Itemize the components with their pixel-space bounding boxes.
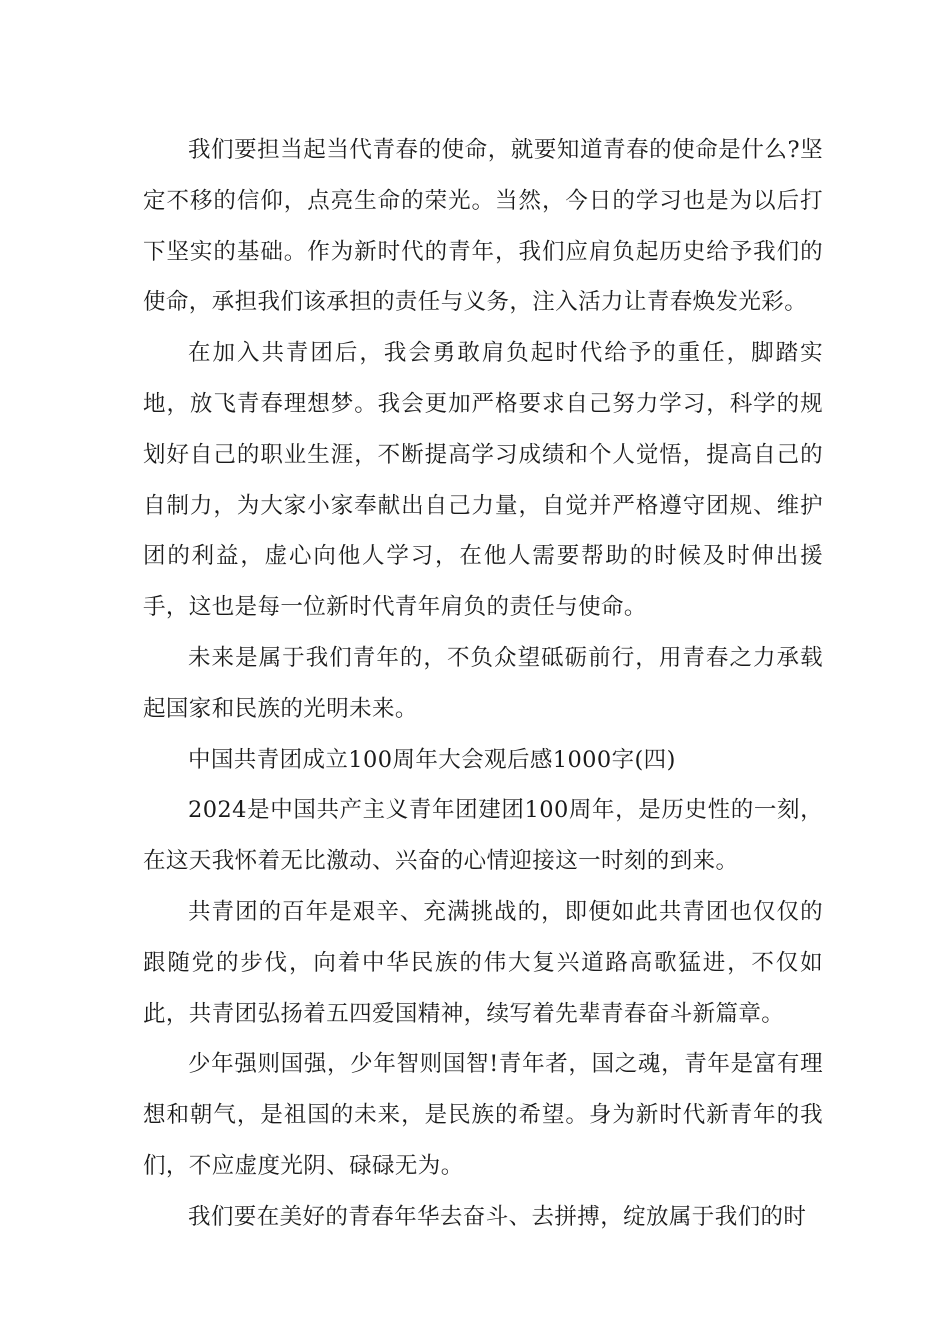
paragraph-1: 我们要担当起当代青春的使命，就要知道青春的使命是什么?坚定不移的信仰，点亮生命的荣光。当然，今日的学习也是为以后打下坚实的基础。作为新时代的青年，我们应肩负起历史给予我们的使命，承担我们该承担的责任与义务，注入活力让青春焕发光彩。 — [143, 137, 823, 316]
paragraph-3: 未来是属于我们青年的，不负众望砥砺前行，用青春之力承载起国家和民族的光明未来。 — [143, 644, 823, 722]
paragraph-2: 在加入共青团后，我会勇敢肩负起时代给予的重任，脚踏实地，放飞青春理想梦。我会更加严格要求自己努力学习，科学的规划好自己的职业生涯，不断提高学习成绩和个人觉悟，提高自己的自制力，为大家小家奉献出自己力量，自觉并严格遵守团规、维护团的利益，虚心向他人学习，在他人需要帮助的时候及时伸出援手，这也是每一位新时代青年肩负的责任与使命。 — [143, 340, 823, 621]
paragraph-4: 2024是中国共产主义青年团建团100周年，是历史性的一刻，在这天我怀着无比激动、兴奋的心情迎接这一时刻的到来。 — [143, 797, 823, 875]
paragraph-5: 共青团的百年是艰辛、充满挑战的，即便如此共青团也仅仅的跟随党的步伐，向着中华民族的伟大复兴道路高歌猛进，不仅如此，共青团弘扬着五四爱国精神，续写着先辈青春奋斗新篇章。 — [143, 898, 823, 1027]
section-heading: 中国共青团成立100周年大会观后感1000字(四) — [188, 746, 676, 773]
paragraph-7: 我们要在美好的青春年华去奋斗、去拼搏，绽放属于我们的时 — [188, 1203, 807, 1230]
paragraph-6: 少年强则国强，少年智则国智!青年者，国之魂，青年是富有理想和朝气，是祖国的未来，是民族的希望。身为新时代新青年的我们，不应虚度光阴、碌碌无为。 — [143, 1051, 823, 1179]
document-body — [143, 125, 823, 1243]
